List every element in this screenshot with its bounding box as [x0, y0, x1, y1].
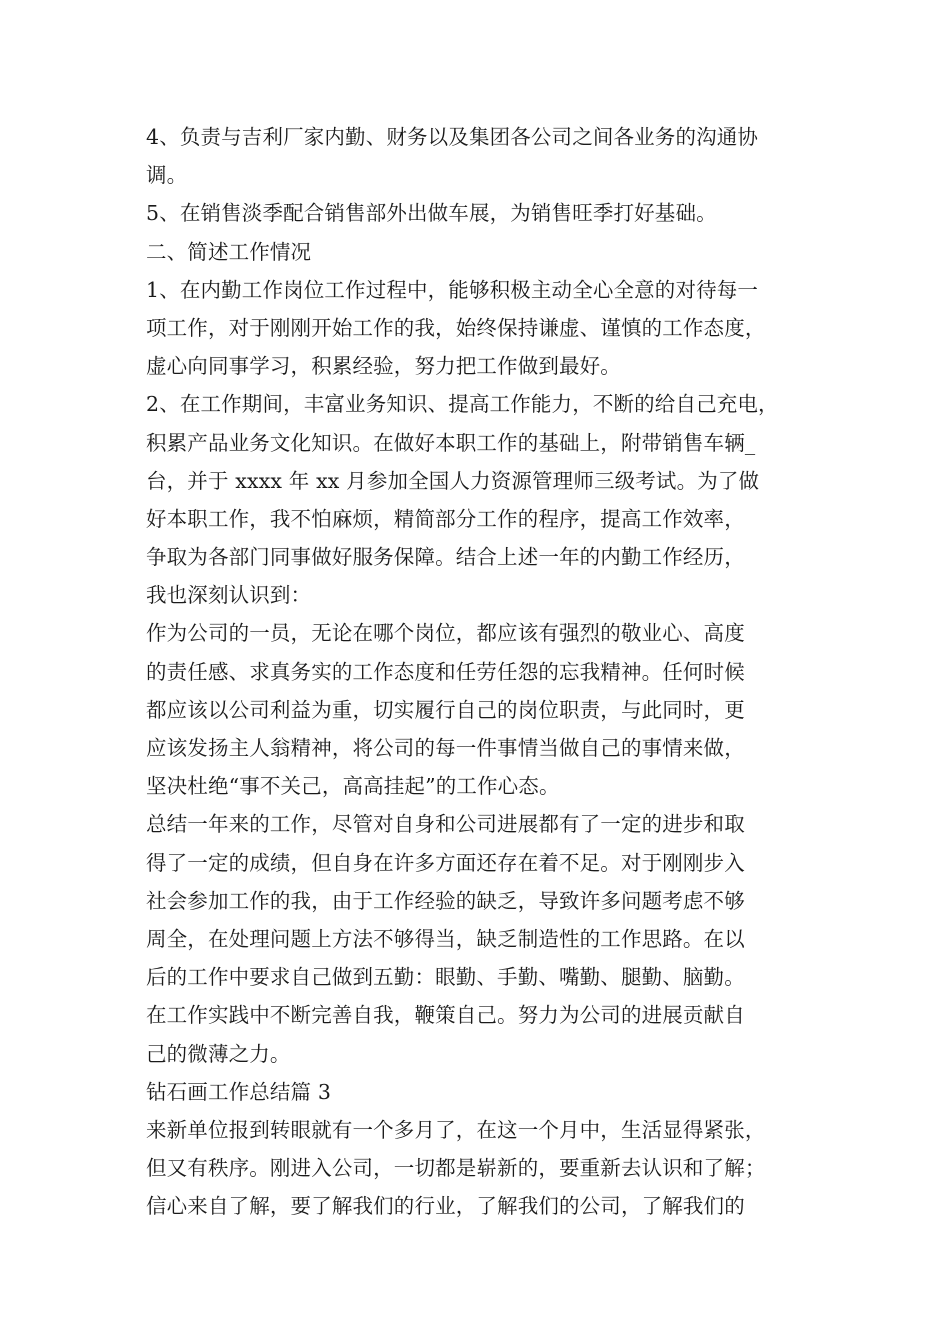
text-line: 项工作，对于刚刚开始工作的我，始终保持谦虚、谨慎的工作态度，	[146, 315, 766, 340]
section-heading: 二、简述工作情况	[146, 239, 312, 264]
text-line: 的责任感、求真务实的工作态度和任劳任怨的忘我精神。任何时候	[146, 659, 745, 684]
text-line: 都应该以公司利益为重，切实履行自己的岗位职责，与此同时，更	[146, 697, 745, 722]
text-line: 争取为各部门同事做好服务保障。结合上述一年的内勤工作经历，	[146, 545, 745, 570]
text-line: 在工作实践中不断完善自我，鞭策自己。努力为公司的进展贡献自	[146, 1003, 745, 1028]
text-line: 后的工作中要求自己做到五勤：眼勤、手勤、嘴勤、腿勤、脑勤。	[146, 965, 745, 990]
text-line: 5、在销售淡季配合销售部外出做车展，为销售旺季打好基础。	[146, 201, 717, 226]
text-line: 作为公司的一员，无论在哪个岗位，都应该有强烈的敬业心、高度	[146, 621, 745, 646]
text-line: 2、在工作期间，丰富业务知识、提高工作能力，不断的给自己充电，	[146, 392, 779, 417]
text-line: 应该发扬主人翁精神，将公司的每一件事情当做自己的事情来做，	[146, 736, 745, 760]
text-line: 台，并于 xxxx 年 xx 月参加全国人力资源管理师三级考试。为了做	[146, 468, 760, 493]
text-line: 我也深刻认识到：	[146, 583, 312, 608]
text-line: 好本职工作，我不怕麻烦，精简部分工作的程序，提高工作效率，	[146, 506, 745, 531]
text-line: 周全，在处理问题上方法不够得当，缺乏制造性的工作思路。在以	[146, 926, 745, 951]
text-line: 坚决杜绝“事不关己，高高挂起”的工作心态。	[146, 774, 560, 799]
text-line: 信心来自了解，要了解我们的行业，了解我们的公司，了解我们的	[146, 1194, 745, 1219]
text-line: 积累产品业务文化知识。在做好本职工作的基础上，附带销售车辆_	[146, 430, 756, 455]
text-line: 总结一年来的工作，尽管对自身和公司进展都有了一定的进步和取	[146, 812, 745, 837]
document-body	[146, 118, 814, 1225]
text-line: 社会参加工作的我，由于工作经验的缺乏，导致许多问题考虑不够	[146, 888, 745, 913]
text-line: 4、负责与吉利厂家内勤、财务以及集团各公司之间各业务的沟通协	[146, 125, 759, 149]
text-line: 虚心向同事学习，积累经验，努力把工作做到最好。	[146, 354, 621, 379]
text-line: 得了一定的成绩，但自身在许多方面还存在着不足。对于刚刚步入	[146, 850, 745, 875]
text-line: 调。	[146, 163, 188, 188]
section-title: 钻石画工作总结篇 3	[146, 1079, 332, 1104]
text-line: 1、在内勤工作岗位工作过程中，能够积极主动全心全意的对待每一	[146, 277, 759, 302]
text-line: 来新单位报到转眼就有一个多月了，在这一个月中，生活显得紧张，	[146, 1117, 766, 1142]
text-line: 己的微薄之力。	[146, 1041, 291, 1066]
text-line: 但又有秩序。刚进入公司，一切都是崭新的，要重新去认识和了解；	[146, 1156, 766, 1181]
